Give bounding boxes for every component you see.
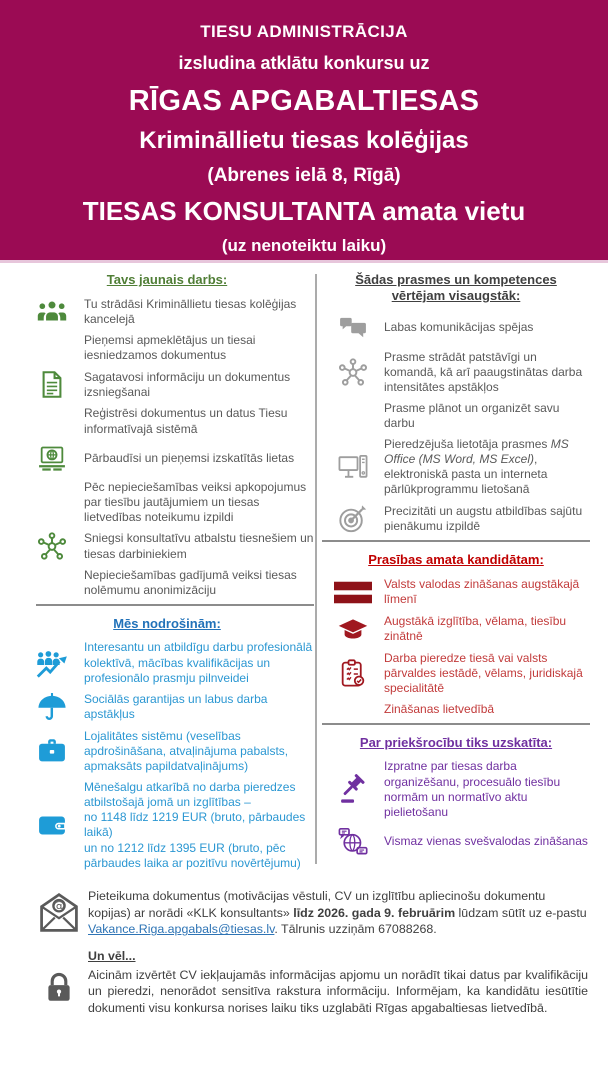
list-item-text: Labas komunikācijas spējas	[384, 320, 534, 335]
list-item-text: Augstākā izglītība, vēlama, tiesību zinātnē	[384, 614, 567, 644]
list-item	[322, 759, 590, 819]
text-part: Pieteikuma dokumentus (motivācijas vēstuli, CV un izglītību apliecinošu dokumentu kopijas) ar norādi «KLK konsultants»	[88, 889, 546, 920]
briefcase-icon	[20, 736, 84, 767]
list-item	[322, 503, 590, 534]
list-item-text: Nepieciešamības gadījumā veiksi tiesas nolēmumu anonimizāciju	[84, 568, 297, 598]
team-icon	[20, 296, 84, 327]
list-item	[20, 443, 314, 474]
list-item	[20, 692, 314, 723]
salary-text	[84, 780, 314, 871]
privacy-note	[30, 948, 588, 1017]
left-column	[20, 272, 314, 877]
salary-line: no 1148 līdz 1219 EUR (bruto, pārbaudes laikā)	[84, 810, 306, 840]
section-title-requirements: Prasības amata kandidātam:	[368, 552, 544, 568]
list-item	[20, 640, 314, 685]
list-item-text: Izpratne par tiesas darba organizēšanu, procesuālo tiesību normām un normatīvo aktu pielietošanu	[384, 759, 561, 819]
list-item	[20, 780, 314, 871]
list-item-text: Prasme plānot un organizēt savu darbu	[384, 400, 560, 430]
computer-icon	[322, 452, 384, 483]
network-icon	[20, 531, 84, 562]
right-column	[322, 272, 590, 863]
list-item-text: Pieņemsi apmeklētājus un tiesai iesniedzamos dokumentus	[84, 333, 256, 363]
list-item	[20, 369, 314, 400]
network-icon	[322, 357, 384, 388]
graduation-cap-icon	[322, 614, 384, 645]
address-line: (Abrenes ielā 8, Rīgā)	[207, 165, 401, 186]
list-item	[20, 333, 314, 363]
list-item-text: Pārbaudīsi un pieņemsi izskatītās lietas	[84, 450, 295, 465]
privacy-text-block	[88, 948, 588, 1017]
org-name: TIESU ADMINISTRĀCIJA	[200, 22, 408, 41]
announce-line: izsludina atklātu konkursu uz	[178, 53, 430, 73]
deadline: līdz 2026. gada 9. februārim	[293, 905, 456, 920]
text-part-italic: MS Office (MS Word, MS Excel)	[384, 437, 569, 467]
salary-line: Mēnešalgu atkarībā no darba pieredzes atbilstošajā jomā un izglītības –	[84, 780, 296, 810]
application-text	[88, 888, 588, 938]
term-note: (uz nenoteiktu laiku)	[221, 236, 387, 255]
list-item-text: Pēc nepieciešamības veiksi apkopojumus par tiesību jautājumiem un tiesas lietvedības noteikumu izpildi	[84, 479, 307, 524]
list-item	[20, 296, 314, 327]
section-title-we-provide: Mēs nodrošinām:	[113, 616, 221, 632]
list-item	[20, 406, 314, 436]
list-item	[20, 729, 314, 774]
section-title-line: Šādas prasmes un kompetences	[355, 272, 557, 287]
list-item-text: Sociālās garantijas un labus darba apstākļus	[84, 692, 268, 722]
list-item	[20, 531, 314, 562]
list-item	[322, 577, 590, 608]
court-name: RĪGAS APGABALTIESAS	[128, 85, 480, 117]
section-new-job	[20, 272, 314, 598]
text-part: , elektroniskā pasta un interneta pārlūkprogrammu lietošanā	[384, 452, 548, 497]
lock-icon	[30, 948, 88, 1017]
section-divider	[36, 604, 314, 606]
list-item	[20, 568, 314, 598]
list-item-text: Prasme strādāt patstāvīgi un komandā, kā arī paaugstinātas darba intensitātes apstākļos	[384, 349, 583, 394]
list-item-text: Zināšanas lietvedībā	[384, 702, 495, 717]
latvia-flag-icon	[322, 577, 384, 608]
section-advantages	[322, 735, 590, 857]
svg-text:@: @	[53, 898, 65, 913]
text-part: Pieredzējuša lietotāja prasmes	[384, 437, 551, 452]
section-title-line: vērtējam visaugstāk:	[391, 288, 521, 304]
column-divider	[315, 274, 317, 864]
salary-line: un no 1212 līdz 1395 EUR (bruto, pēc pārbaudes laika ar pozitīvu novērtējumu)	[84, 840, 301, 870]
section-divider	[322, 540, 590, 542]
list-item-text: Precizitāti un augstu atbildības sajūtu pienākumu izpildē	[384, 503, 583, 533]
gavel-icon	[322, 774, 384, 805]
chat-bubbles-icon	[322, 313, 384, 344]
section-title-skills	[322, 272, 590, 305]
section-skills	[322, 272, 590, 534]
umbrella-icon	[20, 692, 84, 723]
poster-header	[0, 0, 608, 263]
list-item	[20, 480, 314, 525]
list-item-text: Lojalitātes sistēmu (veselības apdrošināšana, atvaļinājuma pabalsts, apmaksāts papildatvaļinājums)	[84, 728, 289, 774]
text-part: . Tālrunis uzziņām 67088268.	[274, 922, 437, 937]
list-item-text: Sagatavosi informāciju un dokumentus izsniegšanai	[84, 369, 291, 399]
list-item	[322, 350, 590, 395]
list-item	[322, 437, 590, 497]
collegium-name: Krimināllietu tiesas kolēģijas	[139, 127, 469, 154]
list-item-text: Vismaz vienas svešvalodas zināšanas	[384, 833, 588, 848]
checklist-icon	[322, 658, 384, 689]
list-item-text: Darba pieredze tiesā vai valsts pārvaldes iestādē, vēlams, juridiskajā specialitātē	[384, 650, 583, 695]
list-item	[322, 702, 590, 717]
list-item	[322, 614, 590, 645]
envelope-at-icon	[30, 888, 88, 938]
application-info	[30, 888, 588, 938]
wallet-icon	[20, 810, 84, 841]
section-requirements	[322, 552, 590, 717]
laptop-globe-icon	[20, 443, 84, 474]
text-part: lūdzam sūtīt uz e-pastu	[455, 905, 587, 920]
list-item-text: Interesantu un atbildīgu darbu profesionālā kolektīvā, mācības kvalifikācijas un profesionālo prasmju pilnveidei	[84, 640, 313, 685]
list-item-text: Valsts valodas zināšanas augstākajā līmenī	[384, 577, 580, 607]
list-item-text	[384, 437, 590, 497]
position-title: TIESAS KONSULTANTA amata vietu	[82, 196, 526, 226]
privacy-title: Un vēl...	[88, 949, 136, 963]
globe-languages-icon	[322, 826, 384, 857]
email-link[interactable]: Vakance.Riga.apgabals@tiesas.lv	[88, 922, 275, 937]
section-title-advantages: Par priekšrocību tiks uzskatīta:	[359, 735, 553, 751]
list-item	[322, 826, 590, 857]
list-item	[322, 313, 590, 344]
list-item	[322, 651, 590, 696]
document-icon	[20, 369, 84, 400]
list-item-text: Reģistrēsi dokumentus un datus Tiesu informatīvajā sistēmā	[84, 406, 288, 436]
target-icon	[322, 503, 384, 534]
list-item-text: Sniegsi konsultatīvu atbalstu tiesnešiem un tiesas darbiniekiem	[84, 531, 314, 561]
list-item	[322, 401, 590, 431]
section-we-provide	[20, 616, 314, 871]
list-item-text: Tu strādāsi Krimināllietu tiesas kolēģijas kancelejā	[84, 296, 297, 326]
section-divider	[322, 723, 590, 725]
section-title-new-job: Tavs jaunais darbs:	[106, 272, 228, 287]
privacy-text: Aicinām izvērtēt CV iekļaujamās informācijas apjomu un norādīt tikai datus par kvalifikāciju un pieredzi, nenorādot sensitīva rakstura informāciju. Informējam, ka kandidātu iesūtītie dokumenti visu konkursa norises laiku tiks uzglabāti Rīgas apgabaltiesas lietvedībā.	[88, 967, 588, 1016]
team-growth-icon	[20, 648, 84, 679]
